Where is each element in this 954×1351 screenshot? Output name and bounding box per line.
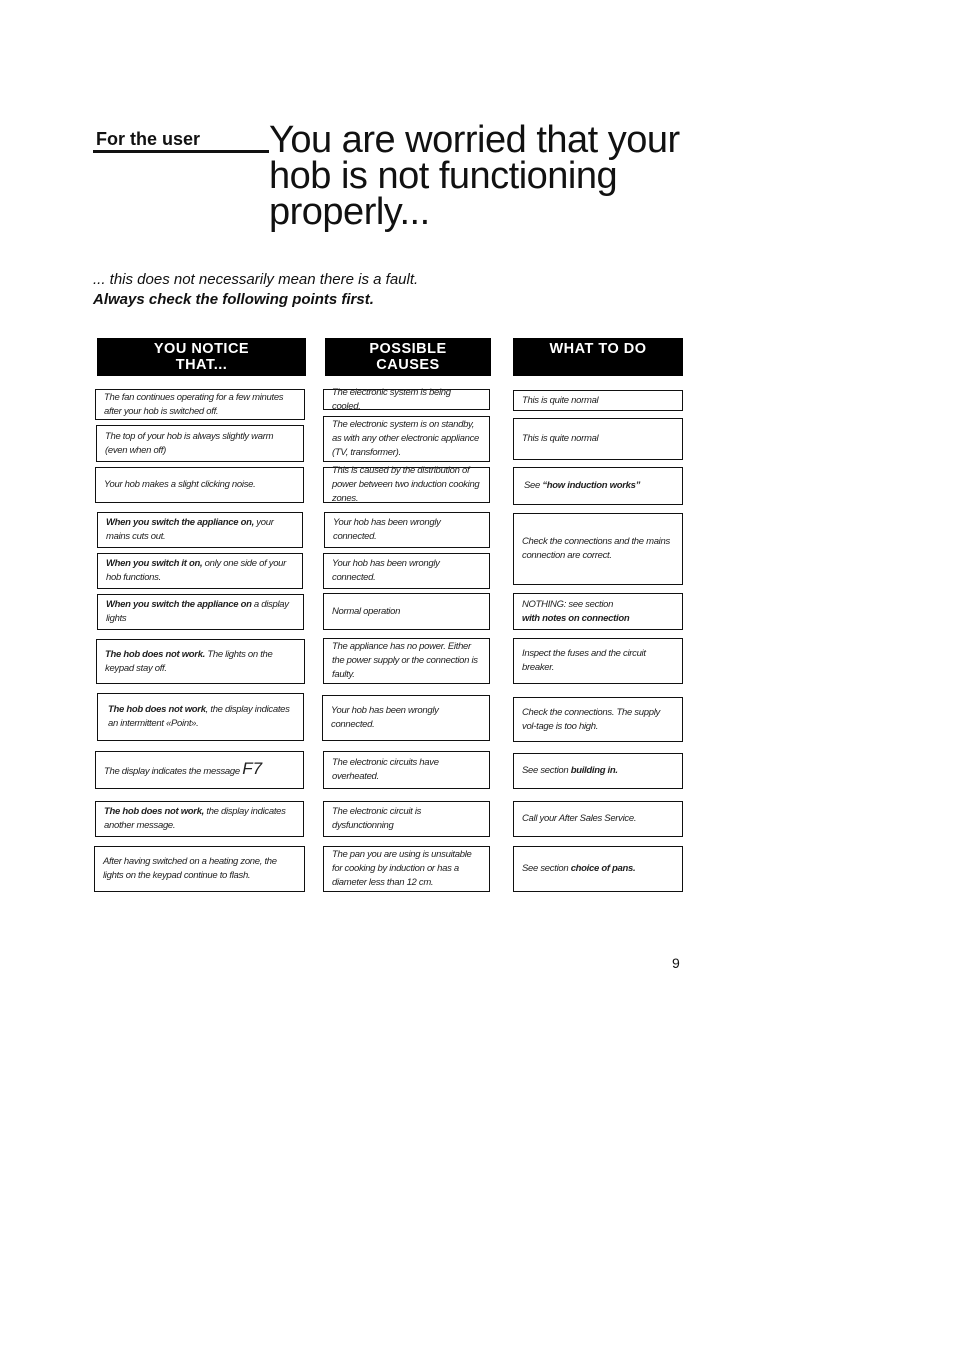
todo-cell: Inspect the fuses and the circuit breaker. bbox=[513, 638, 683, 684]
notice-cell: The hob does not work. The lights on the keypad stay off. bbox=[96, 639, 305, 684]
cause-cell: Normal operation bbox=[323, 593, 490, 630]
cause-cell: The electronic circuit is dysfunctionning bbox=[323, 801, 490, 837]
page-title: You are worried that your hob is not functioning properly... bbox=[269, 119, 680, 233]
todo-cell: See “how induction works” bbox=[513, 467, 683, 505]
header-you-notice: YOU NOTICE THAT... bbox=[97, 338, 306, 376]
notice-cell: After having switched on a heating zone, the lights on the keypad continue to flash. bbox=[94, 846, 305, 892]
header-what-to-do: WHAT TO DO bbox=[513, 338, 683, 376]
page-number: 9 bbox=[672, 955, 680, 971]
notice-cell: The top of your hob is always slightly warm (even when off) bbox=[96, 425, 304, 462]
notice-cell: The hob does not work, the display indicates an intermittent «Point». bbox=[97, 693, 304, 741]
cause-cell: The appliance has no power. Either the power supply or the connection is faulty. bbox=[323, 638, 490, 684]
cause-cell: The electronic circuits have overheated. bbox=[323, 751, 490, 789]
intro-line-1: ... this does not necessarily mean there is a fault. bbox=[93, 271, 419, 288]
notice-cell: When you switch the appliance on a display lights bbox=[97, 594, 304, 630]
todo-cell: Check the connections and the mains connection are correct. bbox=[513, 513, 683, 585]
notice-cell: Your hob makes a slight clicking noise. bbox=[95, 467, 304, 503]
section-label: For the user bbox=[96, 129, 201, 149]
todo-cell: See section building in. bbox=[513, 753, 683, 789]
todo-cell: See section choice of pans. bbox=[513, 846, 683, 892]
intro-line-2: Always check the following points first. bbox=[93, 291, 374, 308]
cause-cell: The electronic system is being cooled. bbox=[323, 389, 490, 410]
todo-cell: Check the connections. The supply vol-tage is too high. bbox=[513, 697, 683, 742]
cause-cell: The pan you are using is unsuitable for cooking by induction or has a diameter less than 12 cm. bbox=[323, 846, 490, 892]
notice-cell: The hob does not work, the display indicates another message. bbox=[95, 801, 304, 837]
notice-cell: When you switch it on, only one side of your hob functions. bbox=[97, 553, 303, 589]
section-rule bbox=[93, 150, 269, 153]
cause-cell: Your hob has been wrongly connected. bbox=[324, 512, 490, 548]
notice-cell: The display indicates the message F7 bbox=[95, 751, 304, 789]
cause-cell: The electronic system is on standby, as with any other electronic appliance (TV, transformer). bbox=[323, 416, 490, 462]
notice-cell: The fan continues operating for a few minutes after your hob is switched off. bbox=[95, 389, 305, 420]
todo-cell: This is quite normal bbox=[513, 418, 683, 460]
cause-cell: Your hob has been wrongly connected. bbox=[323, 553, 490, 589]
todo-cell: Call your After Sales Service. bbox=[513, 801, 683, 837]
todo-cell: This is quite normal bbox=[513, 390, 683, 411]
notice-cell: When you switch the appliance on, your mains cuts out. bbox=[97, 512, 303, 548]
todo-cell: NOTHING: see section with notes on connection bbox=[513, 593, 683, 630]
header-possible-causes: POSSIBLE CAUSES bbox=[325, 338, 491, 376]
cause-cell: This is caused by the distribution of power between two induction cooking zones. bbox=[323, 467, 490, 503]
cause-cell: Your hob has been wrongly connected. bbox=[322, 695, 490, 741]
error-code-f7: F7 bbox=[242, 758, 263, 778]
